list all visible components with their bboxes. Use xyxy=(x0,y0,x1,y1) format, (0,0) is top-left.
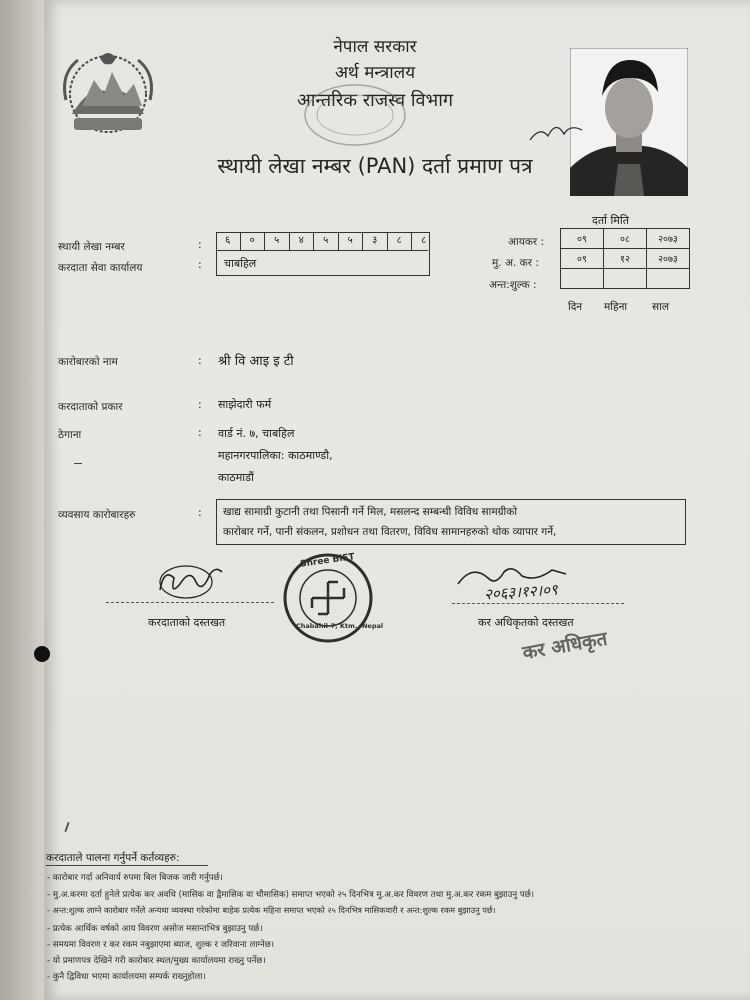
business-name-value: श्री वि आइ इ टी xyxy=(218,354,294,369)
date-month: १२ xyxy=(604,249,647,269)
pan-digit: ४ xyxy=(290,232,315,250)
vat-date-label: मु. अ. कर : xyxy=(492,257,539,269)
date-day xyxy=(561,269,604,289)
seal-text-top: Shree BiET xyxy=(299,552,356,570)
address-line-2: महानगरपालिका: काठमाण्डौ, xyxy=(218,449,333,462)
col-month-label: महिना xyxy=(604,301,628,313)
colon: : xyxy=(198,426,202,439)
duty-item: - प्रत्येक आर्थिक वर्षको आय विवरण असोज मसान्तभित्र बुझाउनु पर्छ। xyxy=(47,924,263,934)
department-seal-icon xyxy=(300,80,410,150)
punch-hole xyxy=(34,646,50,662)
income-tax-date-label: आयकर : xyxy=(508,236,545,248)
colon: : xyxy=(198,238,202,251)
pan-digit: ८ xyxy=(421,235,427,246)
officer-rubber-stamp: कर अधिकृत xyxy=(520,627,609,665)
pan-digit: ० xyxy=(241,232,266,250)
taxpayer-photo xyxy=(570,48,688,196)
date-year: २०७३ xyxy=(647,229,690,249)
duty-item: - कुनै द्विविधा भएमा कार्यालयमा सम्पर्क राख्नुहोला। xyxy=(47,972,206,982)
date-day: ०९ xyxy=(561,249,604,269)
pan-digit: ५ xyxy=(339,232,364,250)
taxpayer-type-label: करदाताको प्रकार xyxy=(58,401,123,413)
officer-signature-label: कर अधिकृतको दस्तखत xyxy=(478,616,574,629)
registration-date-table xyxy=(560,228,690,289)
pan-divider xyxy=(216,250,428,251)
pan-digits xyxy=(216,232,436,250)
col-year-label: साल xyxy=(652,301,669,313)
date-day: ०९ xyxy=(561,229,604,249)
pan-digit: ५ xyxy=(314,232,339,250)
business-activities-label: व्यवसाय कारोबारहरु xyxy=(58,509,136,521)
registration-date-heading: दर्ता मिति xyxy=(592,214,630,227)
officer-signature-line xyxy=(452,603,624,604)
seal-text-bottom: Chabahil-7, Ktm., Nepal xyxy=(296,622,384,630)
duty-item: - कारोबार गर्दा अनिवार्य रुपमा बिल बिजक जारी गर्नुपर्छ। xyxy=(47,873,223,883)
pan-digit: ८ xyxy=(388,232,413,250)
col-day-label: दिन xyxy=(568,301,583,313)
date-year xyxy=(647,269,690,289)
duty-item: - यो प्रमाणपत्र देखिने गरी कारोबार स्थल/मुख्य कार्यालयमा राख्नु पर्नेछ। xyxy=(47,956,266,966)
certificate-title: स्थायी लेखा नम्बर (PAN) दर्ता प्रमाण पत्र xyxy=(217,154,533,178)
officer-signature-date: २०६३।१२।०९ xyxy=(483,580,559,604)
vat-date-row xyxy=(561,249,690,269)
pan-digit: ६ xyxy=(216,232,241,250)
excise-date-row xyxy=(561,269,690,289)
header-department: आन्तरिक राजस्व विभाग xyxy=(296,90,453,111)
header-ministry: अर्थ मन्त्रालय xyxy=(334,63,416,83)
pan-label: स्थायी लेखा नम्बर xyxy=(58,241,125,253)
colon: : xyxy=(198,258,202,271)
address-line-1: वार्ड नं. ७, चाबहिल xyxy=(218,427,295,440)
business-name-label: कारोबारको नाम xyxy=(58,356,118,368)
colon: : xyxy=(198,354,202,367)
taxpayer-signature-line xyxy=(106,602,274,603)
photo-signature-scribble xyxy=(526,112,586,152)
excise-date-label: अन्त:शुल्क : xyxy=(489,279,537,291)
date-year: २०७३ xyxy=(647,249,690,269)
tax-office-value: चाबहिल xyxy=(224,257,257,270)
duty-item: - अन्त:शुल्क लाग्ने कारोबार गर्नेले अन्यथा व्यवस्था गरेकोमा बाहेक प्रत्येक महिना समाप्त भएको २५ दिनभित्र मासिकवारी र अन्त:शुल्क रकम बुझाउनु पर्छ। xyxy=(47,905,496,915)
duties-heading-underline xyxy=(46,865,208,866)
address-label: ठेगाना xyxy=(58,429,82,441)
address-line-3: काठमाडौं xyxy=(218,471,254,484)
colon: : xyxy=(198,398,202,411)
business-activities-line-1: खाद्य सामाग्री कुटानी तथा पिसानी गर्ने मिल, मसलन्द सम्बन्धी विविध सामग्रीको xyxy=(223,506,518,518)
tax-office-label: करदाता सेवा कार्यालय xyxy=(58,262,143,274)
page-edge-shadow xyxy=(0,0,46,1000)
date-month xyxy=(604,269,647,289)
taxpayer-type-value: साझेदारी फर्म xyxy=(218,398,272,411)
duty-item: - समयमा विवरण र कर रकम नबुझाएमा ब्याज, शुल्क र जरिवाना लाग्नेछ। xyxy=(47,940,275,950)
business-activities-box xyxy=(216,499,686,545)
header-government: नेपाल सरकार xyxy=(333,37,417,57)
business-activities-line-2: कारोबार गर्ने, पानी संकलन, प्रशोधन तथा वितरण, विविध सामानहरुको थोक व्यापार गर्ने, xyxy=(223,526,557,538)
duty-item: - मु.अ.करमा दर्ता हुनेले प्रत्येक कर अवधि (मासिक वा द्वैमासिक वा चौमासिक) समाप्त भएको २५ दिनभित्र मु.अ.कर विवरण तथा मु.अ.कर रकम बुझाउनु पर्छ। xyxy=(47,890,535,900)
date-month: ०८ xyxy=(604,229,647,249)
income-tax-date-row xyxy=(561,229,690,249)
colon: : xyxy=(198,506,202,519)
taxpayer-signature-scribble xyxy=(150,560,230,604)
pan-digit: ५ xyxy=(265,232,290,250)
margin-mark xyxy=(74,463,82,464)
pan-digit: ३ xyxy=(363,232,388,250)
taxpayer-signature-label: करदाताको दस्तखत xyxy=(148,616,226,629)
duties-heading: करदाताले पालना गर्नुपर्ने कर्तव्यहरु: xyxy=(46,852,180,864)
